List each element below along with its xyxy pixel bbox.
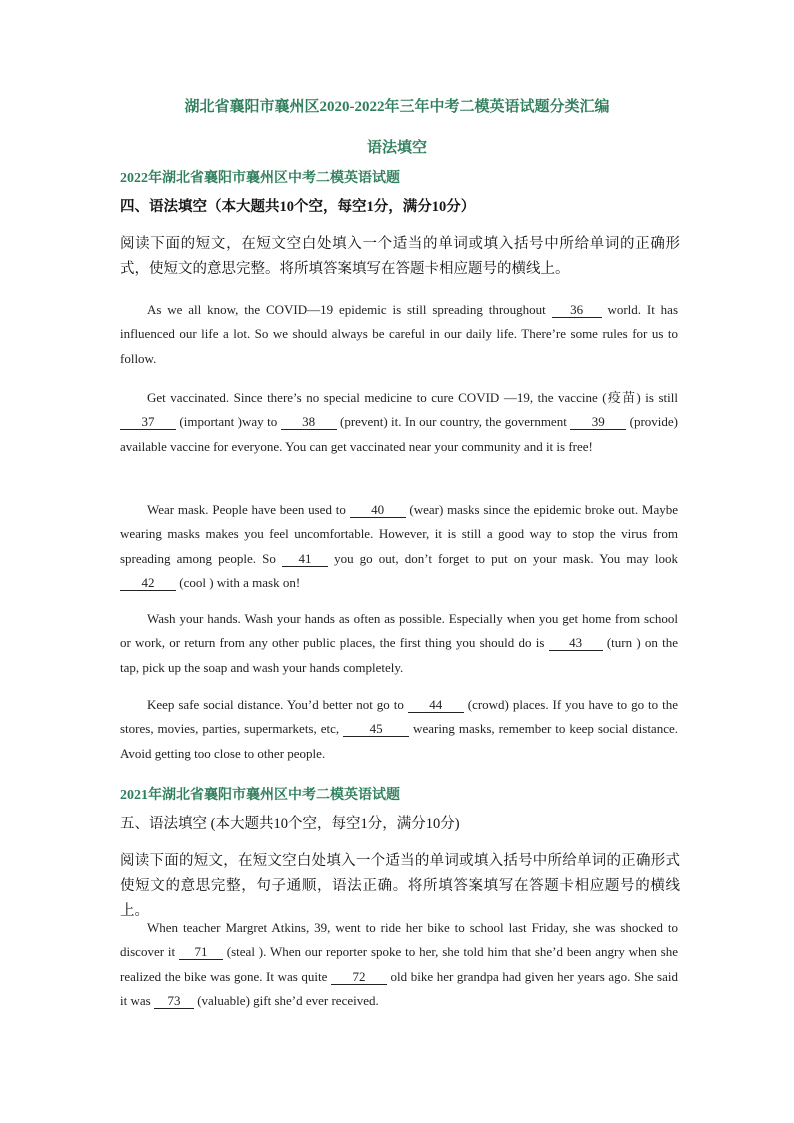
question-heading-five: 五、语法填空 (本大题共10个空，每空1分，满分10分): [120, 816, 460, 832]
answer-blank: 41: [282, 551, 328, 567]
paragraph-4: Wash your hands. Wash your hands as often as possible. Especially when you get home from school or work, or return from any other public places, the first thing you should do is 43 (turn ) on the tap, pick up the soap and wash your hands completely.: [120, 611, 679, 675]
section-heading-2022: 2022年湖北省襄阳市襄州区中考二模英语试题: [120, 171, 400, 186]
paragraph-6: When teacher Margret Atkins, 39, went to ride her bike to school last Friday, she was shocked to discover it 71 (steal ). When our reporter spoke to her, she told him that she’d been angry when she realized the bike was gone. It was quite 72 old bike her grandpa had given her years ago. She said it was 73 (valuable) gift she’d ever received.: [120, 920, 678, 1008]
answer-blank: 39: [570, 414, 626, 430]
answer-blank: 44: [408, 697, 464, 713]
answer-blank: 45: [343, 721, 409, 737]
question-heading-four: 四、语法填空（本大题共10个空，每空1分，满分10分）: [120, 199, 476, 215]
answer-blank: 72: [331, 969, 387, 985]
instruction-2022: 阅读下面的短文，在短文空白处填入一个适当的单词或填入括号中所给单词的正确形式，使短文的意思完整。将所填答案填写在答题卡相应题号的横线上。: [120, 236, 680, 277]
paragraph-2: Get vaccinated. Since there’s no special medicine to cure COVID —19, the vaccine (疫苗) is still 37 (important )way to 38 (prevent) it. In our country, the government 39 (provide) available vaccine for everyone. You can get vaccinated near your community and it is free!: [120, 390, 678, 454]
instruction-2021: 阅读下面的短文，在短文空白处填入一个适当的单词或填入括号中所给单词的正确形式使短文的意思完整，句子通顺，语法正确。将所填答案填写在答题卡相应题号的横线上。: [120, 853, 680, 919]
answer-blank: 36: [552, 302, 602, 318]
paragraph-3: Wear mask. People have been used to 40 (wear) masks since the epidemic broke out. Maybe wearing masks makes you feel uncomfortable. However, it is still a good way to stop the virus from spreading among people. So 41 you go out, don’t forget to put on your mask. You may look 42 (cool ) with a mask on!: [120, 502, 678, 590]
answer-blank: 43: [549, 635, 603, 651]
paragraph-1: As we all know, the COVID—19 epidemic is still spreading throughout 36 world. It has influenced our life a lot. So we should always be careful in our daily life. There’re some rules for us to follow.: [120, 302, 678, 366]
answer-blank: 40: [350, 502, 406, 518]
answer-blank: 42: [120, 575, 176, 591]
answer-blank: 73: [154, 993, 194, 1009]
paragraph-5: Keep safe social distance. You’d better not go to 44 (crowd) places. If you have to go to the stores, movies, parties, supermarkets, etc, 45 wearing masks, remember to keep social distance. Avoid getting too close to other people.: [120, 697, 678, 761]
answer-blank: 38: [281, 414, 337, 430]
answer-blank: 71: [179, 944, 223, 960]
answer-blank: 37: [120, 414, 176, 430]
document-subtitle: 语法填空: [366, 140, 427, 156]
document-title: 湖北省襄阳市襄州区2020-2022年三年中考二模英语试题分类汇编: [184, 99, 610, 115]
section-heading-2021: 2021年湖北省襄阳市襄州区中考二模英语试题: [120, 788, 400, 803]
